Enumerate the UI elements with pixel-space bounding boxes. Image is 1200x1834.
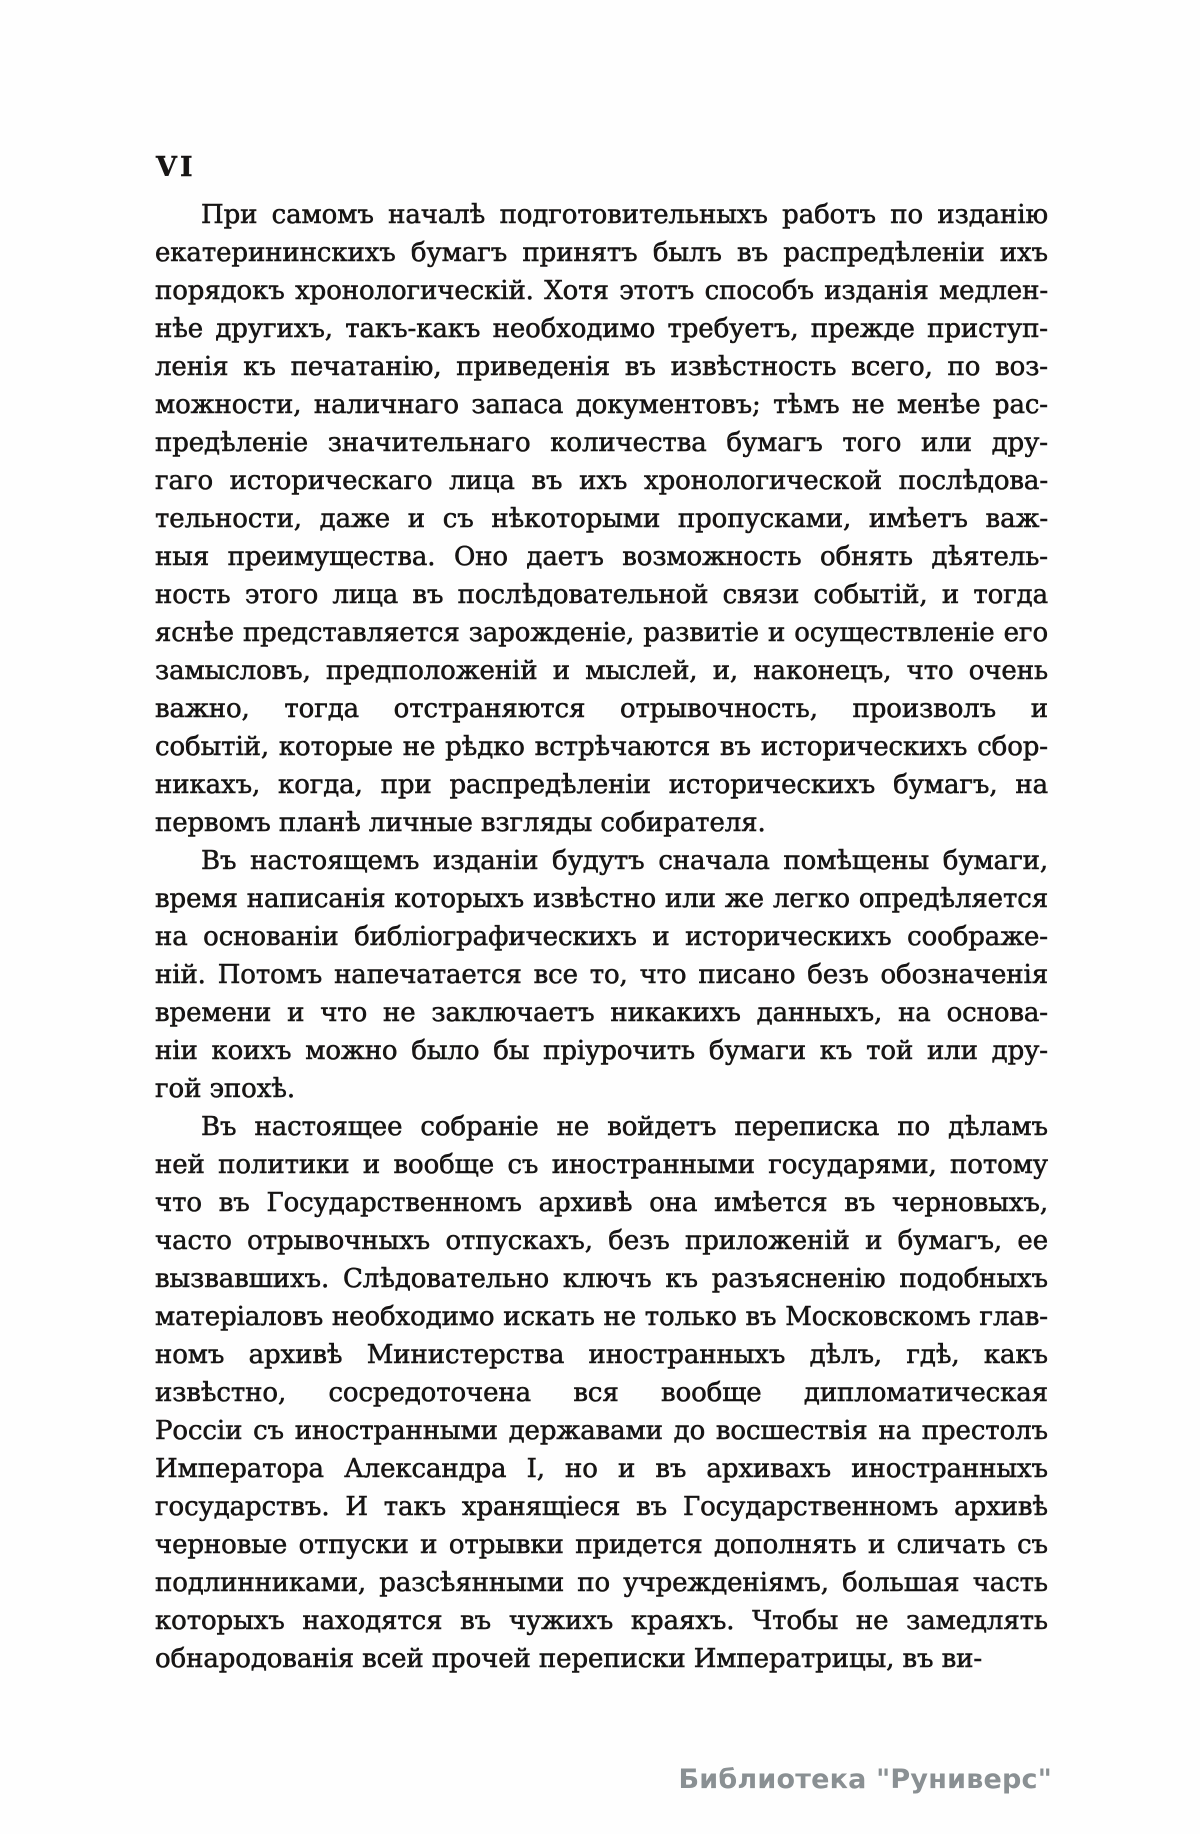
text-line: вызвавшихъ. Слѣдовательно ключъ къ разъясненію подобныхъ [155,1264,1048,1294]
text-line: предѣленіе значительнаго количества бумагъ того или дру- [155,428,1048,458]
text-line: черновые отпуски и отрывки придется дополнять и сличать съ [155,1530,1048,1560]
paragraph [155,1108,1048,1678]
text-line: подлинниками, разсѣянными по учрежденіямъ, большая часть [155,1568,1048,1598]
paragraph [155,196,1048,842]
text-line: важно, тогда отстраняются отрывочность, произволъ и [155,694,1048,724]
text-line: можности, наличнаго запаса документовъ; тѣмъ не менѣе рас- [155,390,1048,420]
text-line: гой эпохѣ. [155,1074,296,1104]
text-line: замысловъ, предположеній и мыслей, и, наконецъ, что очень [155,656,1048,686]
text-line: ленія къ печатанію, приведенія въ извѣстность всего, по воз- [155,352,1048,382]
text-line: тельности, даже и съ нѣкоторыми пропусками, имѣетъ важ- [155,504,1048,534]
text-line: ныя преимущества. Оно даетъ возможность обнять дѣятель- [155,542,1048,572]
text-line: Въ настоящее собраніе не войдетъ переписка по дѣламъ [201,1112,1048,1142]
text-line: матеріаловъ необходимо искать не только въ Московскомъ глав- [155,1302,1048,1332]
text-line: номъ архивѣ Министерства иностранныхъ дѣлъ, гдѣ, какъ [155,1340,1048,1370]
text-line: порядокъ хронологическій. Хотя этотъ способъ изданія медлен- [155,276,1048,306]
text-line: которыхъ находятся въ чужихъ краяхъ. Чтобы не замедлять [155,1606,1048,1636]
text-line: событій, которые не рѣдко встрѣчаются въ историческихъ сбор- [155,732,1048,762]
text-line: гаго историческаго лица въ ихъ хронологической послѣдова- [155,466,1048,496]
text-line: обнародованія всей прочей переписки Императрицы, въ ви- [155,1644,983,1674]
text-line: екатерининскихъ бумагъ принятъ былъ въ распредѣленіи ихъ [155,238,1048,268]
paragraph [155,842,1048,1108]
text-line: яснѣе представляется зарожденіе, развитіе и осуществленіе его [155,618,1048,648]
library-watermark: Библиотека "Руниверс" [678,1764,1052,1795]
text-line: нѣе другихъ, такъ-какъ необходимо требуетъ, прежде приступ- [155,314,1048,344]
text-line: время написанія которыхъ извѣстно или же легко опредѣляется [155,884,1048,914]
text-line: что въ Государственномъ архивѣ она имѣется въ черновыхъ, [155,1188,1048,1218]
text-line: первомъ планѣ личные взгляды собирателя. [155,808,766,838]
text-line: ніи коихъ можно было бы пріурочить бумаги къ той или дру- [155,1036,1048,1066]
text-line: никахъ, когда, при распредѣленіи историческихъ бумагъ, на [155,770,1048,800]
text-block [155,196,1048,1678]
text-line: При самомъ началѣ подготовительныхъ работъ по изданію [201,200,1048,230]
text-line: ній. Потомъ напечатается все то, что писано безъ обозначенія [155,960,1048,990]
text-line: часто отрывочныхъ отпускахъ, безъ приложеній и бумагъ, ее [155,1226,1048,1256]
text-line: Въ настоящемъ изданіи будутъ сначала помѣщены бумаги, [201,846,1048,876]
text-line: на основаніи библіографическихъ и историческихъ соображе- [155,922,1048,952]
text-line: Императора Александра I, но и въ архивахъ иностранныхъ [155,1454,1048,1484]
text-line: времени и что не заключаетъ никакихъ данныхъ, на основа- [155,998,1048,1028]
text-line: государствъ. И такъ хранящіеся въ Государственномъ архивѣ [155,1492,1048,1522]
page-number: VI [156,152,196,183]
text-line: Россіи съ иностранными державами до восшествія на престолъ [155,1416,1048,1446]
text-line: ность этого лица въ послѣдовательной связи событій, и тогда [155,580,1048,610]
text-line: ней политики и вообще съ иностранными государями, потому [155,1150,1048,1180]
text-line: извѣстно, сосредоточена вся вообще дипломатическая [155,1378,1048,1408]
